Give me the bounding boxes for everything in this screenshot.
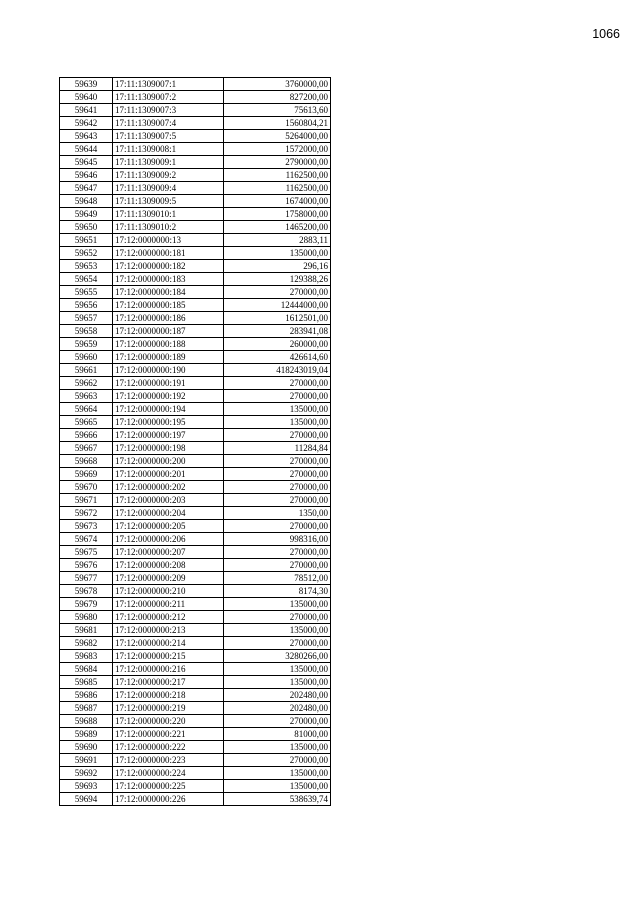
table-row xyxy=(60,793,331,806)
row-id-cell: 59656 xyxy=(60,299,113,312)
row-id-cell: 59650 xyxy=(60,221,113,234)
amount-cell: 135000,00 xyxy=(224,416,331,429)
cadastral-number-cell: 17:12:0000000:217 xyxy=(113,676,224,689)
table-row xyxy=(60,598,331,611)
cadastral-number-cell: 17:12:0000000:198 xyxy=(113,442,224,455)
amount-cell: 75613,60 xyxy=(224,104,331,117)
row-id-cell: 59649 xyxy=(60,208,113,221)
row-id-cell: 59666 xyxy=(60,429,113,442)
amount-cell: 270000,00 xyxy=(224,754,331,767)
row-id-cell: 59673 xyxy=(60,520,113,533)
table-row xyxy=(60,104,331,117)
table-row xyxy=(60,715,331,728)
table-row xyxy=(60,728,331,741)
amount-cell: 998316,00 xyxy=(224,533,331,546)
row-id-cell: 59686 xyxy=(60,689,113,702)
amount-cell: 11284,84 xyxy=(224,442,331,455)
table-row xyxy=(60,572,331,585)
table-row xyxy=(60,234,331,247)
amount-cell: 135000,00 xyxy=(224,780,331,793)
row-id-cell: 59663 xyxy=(60,390,113,403)
row-id-cell: 59684 xyxy=(60,663,113,676)
table-row xyxy=(60,559,331,572)
row-id-cell: 59680 xyxy=(60,611,113,624)
table-row xyxy=(60,195,331,208)
table-row xyxy=(60,364,331,377)
cadastral-number-cell: 17:12:0000000:183 xyxy=(113,273,224,286)
cadastral-number-cell: 17:11:1309010:1 xyxy=(113,208,224,221)
amount-cell: 12444000,00 xyxy=(224,299,331,312)
row-id-cell: 59658 xyxy=(60,325,113,338)
table-row xyxy=(60,637,331,650)
amount-cell: 202480,00 xyxy=(224,702,331,715)
cadastral-number-cell: 17:11:1309010:2 xyxy=(113,221,224,234)
table-row xyxy=(60,208,331,221)
amount-cell: 135000,00 xyxy=(224,598,331,611)
row-id-cell: 59655 xyxy=(60,286,113,299)
row-id-cell: 59690 xyxy=(60,741,113,754)
row-id-cell: 59671 xyxy=(60,494,113,507)
row-id-cell: 59646 xyxy=(60,169,113,182)
table-row xyxy=(60,611,331,624)
amount-cell: 1162500,00 xyxy=(224,182,331,195)
page-number: 1066 xyxy=(592,27,620,41)
row-id-cell: 59669 xyxy=(60,468,113,481)
table-row xyxy=(60,689,331,702)
amount-cell: 8174,30 xyxy=(224,585,331,598)
amount-cell: 270000,00 xyxy=(224,611,331,624)
amount-cell: 270000,00 xyxy=(224,286,331,299)
amount-cell: 135000,00 xyxy=(224,663,331,676)
table-row xyxy=(60,156,331,169)
table-row xyxy=(60,260,331,273)
amount-cell: 270000,00 xyxy=(224,468,331,481)
amount-cell: 270000,00 xyxy=(224,429,331,442)
row-id-cell: 59692 xyxy=(60,767,113,780)
cadastral-number-cell: 17:11:1309007:3 xyxy=(113,104,224,117)
table-row xyxy=(60,507,331,520)
cadastral-number-cell: 17:12:0000000:204 xyxy=(113,507,224,520)
amount-cell: 418243019,04 xyxy=(224,364,331,377)
cadastral-number-cell: 17:12:0000000:203 xyxy=(113,494,224,507)
row-id-cell: 59676 xyxy=(60,559,113,572)
amount-cell: 270000,00 xyxy=(224,559,331,572)
cadastral-number-cell: 17:12:0000000:226 xyxy=(113,793,224,806)
row-id-cell: 59667 xyxy=(60,442,113,455)
row-id-cell: 59652 xyxy=(60,247,113,260)
table-row xyxy=(60,780,331,793)
table-row xyxy=(60,117,331,130)
row-id-cell: 59643 xyxy=(60,130,113,143)
amount-cell: 270000,00 xyxy=(224,494,331,507)
cadastral-number-cell: 17:11:1309007:2 xyxy=(113,91,224,104)
cadastral-number-cell: 17:12:0000000:215 xyxy=(113,650,224,663)
table-row xyxy=(60,754,331,767)
table-row xyxy=(60,286,331,299)
amount-cell: 3280266,00 xyxy=(224,650,331,663)
amount-cell: 2790000,00 xyxy=(224,156,331,169)
cadastral-number-cell: 17:12:0000000:182 xyxy=(113,260,224,273)
cadastral-number-cell: 17:12:0000000:191 xyxy=(113,377,224,390)
cadastral-number-cell: 17:12:0000000:211 xyxy=(113,598,224,611)
table-row xyxy=(60,442,331,455)
amount-cell: 2883,11 xyxy=(224,234,331,247)
amount-cell: 1674000,00 xyxy=(224,195,331,208)
table-row xyxy=(60,546,331,559)
row-id-cell: 59639 xyxy=(60,78,113,91)
amount-cell: 5264000,00 xyxy=(224,130,331,143)
table-row xyxy=(60,494,331,507)
row-id-cell: 59645 xyxy=(60,156,113,169)
table-body xyxy=(60,78,331,806)
table-row xyxy=(60,143,331,156)
table-row xyxy=(60,182,331,195)
amount-cell: 135000,00 xyxy=(224,403,331,416)
table-row xyxy=(60,78,331,91)
cadastral-number-cell: 17:11:1309009:5 xyxy=(113,195,224,208)
table-row xyxy=(60,403,331,416)
table-row xyxy=(60,351,331,364)
row-id-cell: 59659 xyxy=(60,338,113,351)
table-row xyxy=(60,390,331,403)
table-row xyxy=(60,338,331,351)
table-row xyxy=(60,624,331,637)
amount-cell: 135000,00 xyxy=(224,767,331,780)
row-id-cell: 59691 xyxy=(60,754,113,767)
cadastral-number-cell: 17:12:0000000:187 xyxy=(113,325,224,338)
table-row xyxy=(60,533,331,546)
cadastral-number-cell: 17:12:0000000:202 xyxy=(113,481,224,494)
row-id-cell: 59647 xyxy=(60,182,113,195)
table-row xyxy=(60,767,331,780)
amount-cell: 78512,00 xyxy=(224,572,331,585)
row-id-cell: 59653 xyxy=(60,260,113,273)
amount-cell: 270000,00 xyxy=(224,377,331,390)
amount-cell: 1560804,21 xyxy=(224,117,331,130)
cadastral-number-cell: 17:12:0000000:214 xyxy=(113,637,224,650)
cadastral-number-cell: 17:12:0000000:213 xyxy=(113,624,224,637)
row-id-cell: 59683 xyxy=(60,650,113,663)
table-row xyxy=(60,130,331,143)
table-row xyxy=(60,169,331,182)
cadastral-number-cell: 17:12:0000000:197 xyxy=(113,429,224,442)
amount-cell: 538639,74 xyxy=(224,793,331,806)
row-id-cell: 59661 xyxy=(60,364,113,377)
table-row xyxy=(60,377,331,390)
amount-cell: 1350,00 xyxy=(224,507,331,520)
table-row xyxy=(60,273,331,286)
row-id-cell: 59648 xyxy=(60,195,113,208)
table-row xyxy=(60,247,331,260)
cadastral-number-cell: 17:12:0000000:225 xyxy=(113,780,224,793)
table-row xyxy=(60,676,331,689)
amount-cell: 270000,00 xyxy=(224,520,331,533)
amount-cell: 270000,00 xyxy=(224,481,331,494)
row-id-cell: 59642 xyxy=(60,117,113,130)
amount-cell: 1162500,00 xyxy=(224,169,331,182)
row-id-cell: 59689 xyxy=(60,728,113,741)
cadastral-number-cell: 17:11:1309007:1 xyxy=(113,78,224,91)
cadastral-number-cell: 17:11:1309009:4 xyxy=(113,182,224,195)
cadastral-number-cell: 17:12:0000000:181 xyxy=(113,247,224,260)
cadastral-number-cell: 17:12:0000000:200 xyxy=(113,455,224,468)
amount-cell: 1758000,00 xyxy=(224,208,331,221)
row-id-cell: 59662 xyxy=(60,377,113,390)
table-row xyxy=(60,91,331,104)
amount-cell: 135000,00 xyxy=(224,624,331,637)
row-id-cell: 59664 xyxy=(60,403,113,416)
amount-cell: 81000,00 xyxy=(224,728,331,741)
row-id-cell: 59682 xyxy=(60,637,113,650)
amount-cell: 129388,26 xyxy=(224,273,331,286)
row-id-cell: 59654 xyxy=(60,273,113,286)
table-row xyxy=(60,585,331,598)
cadastral-number-cell: 17:12:0000000:189 xyxy=(113,351,224,364)
row-id-cell: 59660 xyxy=(60,351,113,364)
cadastral-number-cell: 17:12:0000000:195 xyxy=(113,416,224,429)
row-id-cell: 59678 xyxy=(60,585,113,598)
row-id-cell: 59641 xyxy=(60,104,113,117)
cadastral-number-cell: 17:12:0000000:13 xyxy=(113,234,224,247)
amount-cell: 202480,00 xyxy=(224,689,331,702)
row-id-cell: 59685 xyxy=(60,676,113,689)
cadastral-number-cell: 17:12:0000000:222 xyxy=(113,741,224,754)
amount-cell: 296,16 xyxy=(224,260,331,273)
row-id-cell: 59677 xyxy=(60,572,113,585)
row-id-cell: 59672 xyxy=(60,507,113,520)
row-id-cell: 59651 xyxy=(60,234,113,247)
row-id-cell: 59688 xyxy=(60,715,113,728)
amount-cell: 1612501,00 xyxy=(224,312,331,325)
cadastral-number-cell: 17:12:0000000:201 xyxy=(113,468,224,481)
amount-cell: 283941,08 xyxy=(224,325,331,338)
table-row xyxy=(60,429,331,442)
cadastral-number-cell: 17:11:1309007:4 xyxy=(113,117,224,130)
cadastral-number-cell: 17:12:0000000:190 xyxy=(113,364,224,377)
table-row xyxy=(60,299,331,312)
row-id-cell: 59694 xyxy=(60,793,113,806)
table-row xyxy=(60,325,331,338)
amount-cell: 135000,00 xyxy=(224,676,331,689)
cadastral-number-cell: 17:12:0000000:205 xyxy=(113,520,224,533)
table-row xyxy=(60,741,331,754)
cadastral-number-cell: 17:11:1309009:2 xyxy=(113,169,224,182)
cadastral-number-cell: 17:12:0000000:219 xyxy=(113,702,224,715)
cadastral-number-cell: 17:12:0000000:206 xyxy=(113,533,224,546)
table-row xyxy=(60,312,331,325)
table-row xyxy=(60,481,331,494)
amount-cell: 827200,00 xyxy=(224,91,331,104)
row-id-cell: 59640 xyxy=(60,91,113,104)
cadastral-number-cell: 17:12:0000000:207 xyxy=(113,546,224,559)
amount-cell: 270000,00 xyxy=(224,390,331,403)
row-id-cell: 59657 xyxy=(60,312,113,325)
cadastral-number-cell: 17:12:0000000:221 xyxy=(113,728,224,741)
row-id-cell: 59693 xyxy=(60,780,113,793)
cadastral-number-cell: 17:12:0000000:218 xyxy=(113,689,224,702)
cadastral-number-cell: 17:12:0000000:216 xyxy=(113,663,224,676)
row-id-cell: 59679 xyxy=(60,598,113,611)
cadastral-number-cell: 17:11:1309007:5 xyxy=(113,130,224,143)
data-table xyxy=(59,77,331,806)
cadastral-number-cell: 17:12:0000000:210 xyxy=(113,585,224,598)
amount-cell: 135000,00 xyxy=(224,247,331,260)
amount-cell: 270000,00 xyxy=(224,637,331,650)
cadastral-number-cell: 17:12:0000000:186 xyxy=(113,312,224,325)
table-row xyxy=(60,650,331,663)
amount-cell: 426614,60 xyxy=(224,351,331,364)
table-row xyxy=(60,663,331,676)
row-id-cell: 59675 xyxy=(60,546,113,559)
cadastral-number-cell: 17:12:0000000:220 xyxy=(113,715,224,728)
table-row xyxy=(60,455,331,468)
amount-cell: 270000,00 xyxy=(224,455,331,468)
cadastral-number-cell: 17:12:0000000:224 xyxy=(113,767,224,780)
table-row xyxy=(60,221,331,234)
amount-cell: 3760000,00 xyxy=(224,78,331,91)
amount-cell: 270000,00 xyxy=(224,546,331,559)
amount-cell: 135000,00 xyxy=(224,741,331,754)
cadastral-number-cell: 17:12:0000000:188 xyxy=(113,338,224,351)
cadastral-number-cell: 17:12:0000000:192 xyxy=(113,390,224,403)
table-row xyxy=(60,702,331,715)
amount-cell: 270000,00 xyxy=(224,715,331,728)
row-id-cell: 59668 xyxy=(60,455,113,468)
cadastral-number-cell: 17:12:0000000:212 xyxy=(113,611,224,624)
row-id-cell: 59687 xyxy=(60,702,113,715)
cadastral-number-cell: 17:12:0000000:185 xyxy=(113,299,224,312)
table-row xyxy=(60,520,331,533)
row-id-cell: 59674 xyxy=(60,533,113,546)
row-id-cell: 59670 xyxy=(60,481,113,494)
cadastral-number-cell: 17:12:0000000:223 xyxy=(113,754,224,767)
amount-cell: 260000,00 xyxy=(224,338,331,351)
row-id-cell: 59665 xyxy=(60,416,113,429)
cadastral-number-cell: 17:11:1309009:1 xyxy=(113,156,224,169)
amount-cell: 1572000,00 xyxy=(224,143,331,156)
row-id-cell: 59681 xyxy=(60,624,113,637)
cadastral-number-cell: 17:11:1309008:1 xyxy=(113,143,224,156)
amount-cell: 1465200,00 xyxy=(224,221,331,234)
cadastral-number-cell: 17:12:0000000:208 xyxy=(113,559,224,572)
cadastral-number-cell: 17:12:0000000:209 xyxy=(113,572,224,585)
cadastral-number-cell: 17:12:0000000:194 xyxy=(113,403,224,416)
cadastral-number-cell: 17:12:0000000:184 xyxy=(113,286,224,299)
table-row xyxy=(60,416,331,429)
row-id-cell: 59644 xyxy=(60,143,113,156)
table-row xyxy=(60,468,331,481)
